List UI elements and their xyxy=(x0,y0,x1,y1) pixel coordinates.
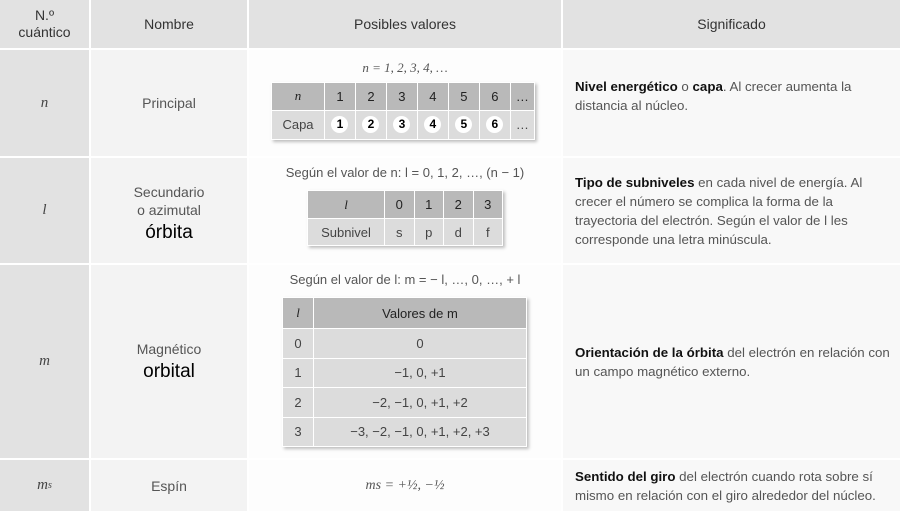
shell-4: 4 xyxy=(424,116,441,133)
row-l-caption: Según el valor de n: l = 0, 1, 2, …, (n − 1) xyxy=(285,165,525,180)
row-l-meaning-rest: en cada nivel de energía. Al crecer el número se complica la forma de la trayectoria del electrón. Según el valor de l les corresponde una letra minúscula. xyxy=(575,174,863,247)
n-row-label: Capa xyxy=(272,110,325,139)
m-row-m-2: −2, −1, 0, +1, +2 xyxy=(314,388,527,417)
row-ms-meaning-bold: Sentido del giro xyxy=(575,468,676,484)
row-n-meaning-bold1: Nivel energético xyxy=(575,79,678,94)
n-shell-table xyxy=(271,82,535,140)
subnivel-s: s xyxy=(385,219,415,246)
m-row-l-1: 1 xyxy=(283,358,314,387)
l-head-0: 0 xyxy=(385,191,415,219)
header-numero-cuantico: N.º cuántico xyxy=(0,0,89,48)
row-ms-values xyxy=(249,460,561,511)
row-ms-name xyxy=(91,460,247,511)
row-l-name-text-2: o azimutal xyxy=(137,201,201,218)
l-row-label: Subnivel xyxy=(308,219,385,246)
row-ms-symbol xyxy=(0,460,89,511)
shell-2: 2 xyxy=(362,116,379,133)
m-row-m-1: −1, 0, +1 xyxy=(314,358,527,387)
shell-1: 1 xyxy=(331,116,348,133)
m-row-m-3: −3, −2, −1, 0, +1, +2, +3 xyxy=(314,417,527,446)
shell-3: 3 xyxy=(393,116,410,133)
m-head-values: Valores de m xyxy=(314,298,527,329)
header-significado: Significado xyxy=(563,0,900,48)
header-nombre: Nombre xyxy=(91,0,247,48)
row-m-name-text: Magnético xyxy=(136,340,202,357)
n-head-6: 6 xyxy=(479,83,510,111)
row-n-values xyxy=(249,50,561,156)
header-posibles-valores: Posibles valores xyxy=(249,0,561,48)
m-values-table xyxy=(282,297,527,447)
row-ms-name-text: Espín xyxy=(151,477,187,494)
m-row-l-0: 0 xyxy=(283,329,314,358)
row-l-meaning-bold: Tipo de subniveles xyxy=(575,174,695,190)
row-m-symbol: m xyxy=(0,265,89,458)
m-row-m-0: 0 xyxy=(314,329,527,358)
row-l-name xyxy=(91,158,247,263)
row-ms-symbol-sub: s xyxy=(47,480,52,491)
shell-more: … xyxy=(510,110,534,139)
row-m-name xyxy=(91,265,247,458)
subnivel-d: d xyxy=(444,219,474,246)
m-row-l-3: 3 xyxy=(283,417,314,446)
n-head-more: … xyxy=(510,83,534,111)
row-l-symbol: l xyxy=(0,158,89,263)
row-ms-meaning-rest: del electrón cuando rota sobre sí mismo en relación con el giro alrededor del núcleo. xyxy=(575,468,876,503)
l-head-1: 1 xyxy=(414,191,444,219)
l-head-label: l xyxy=(308,191,385,219)
row-n-name xyxy=(91,50,247,156)
shell-6: 6 xyxy=(486,116,503,133)
row-m-handwritten: orbital xyxy=(143,360,195,382)
shell-5: 5 xyxy=(455,116,472,133)
row-l-meaning xyxy=(563,158,900,263)
row-n-meaning-bold2: capa xyxy=(692,79,723,94)
row-n-caption-text: n = 1, 2, 3, 4, … xyxy=(362,60,448,75)
l-head-3: 3 xyxy=(473,191,503,219)
n-head-5: 5 xyxy=(448,83,479,111)
row-m-values xyxy=(249,265,561,458)
row-l-values xyxy=(249,158,561,263)
row-l-handwritten: órbita xyxy=(145,221,193,243)
row-m-meaning xyxy=(563,265,900,458)
n-head-3: 3 xyxy=(386,83,417,111)
n-shell-table-head xyxy=(272,83,535,111)
subnivel-p: p xyxy=(414,219,444,246)
n-head-label: n xyxy=(272,83,325,111)
n-head-2: 2 xyxy=(355,83,386,111)
m-head-l: l xyxy=(283,298,314,329)
n-head-4: 4 xyxy=(417,83,448,111)
row-m-meaning-rest: del electrón en relación con un campo magnético externo. xyxy=(575,344,890,379)
row-ms-symbol-main: m xyxy=(37,477,48,493)
row-n-name-text: Principal xyxy=(142,95,196,111)
m-row-l-2: 2 xyxy=(283,388,314,417)
row-m-caption: Según el valor de l: m = − l, …, 0, …, + l xyxy=(289,272,521,287)
l-subnivel-table xyxy=(307,190,503,246)
row-ms-meaning xyxy=(563,460,900,511)
n-shell-table-row xyxy=(272,110,535,139)
row-n-symbol: n xyxy=(0,50,89,156)
row-m-meaning-bold: Orientación de la órbita xyxy=(575,344,724,360)
row-l-name-text: Secundario xyxy=(133,183,205,200)
row-n-caption xyxy=(249,60,561,76)
n-head-1: 1 xyxy=(325,83,356,111)
row-n-meaning-mid: o xyxy=(677,79,693,94)
subnivel-f: f xyxy=(473,219,503,246)
row-n-meaning xyxy=(563,50,900,156)
l-head-2: 2 xyxy=(444,191,474,219)
row-ms-values-text: ms = +½, −½ xyxy=(365,477,445,493)
row-n-meaning-rest: . Al crecer aumenta la distancia al núcleo. xyxy=(575,79,852,113)
